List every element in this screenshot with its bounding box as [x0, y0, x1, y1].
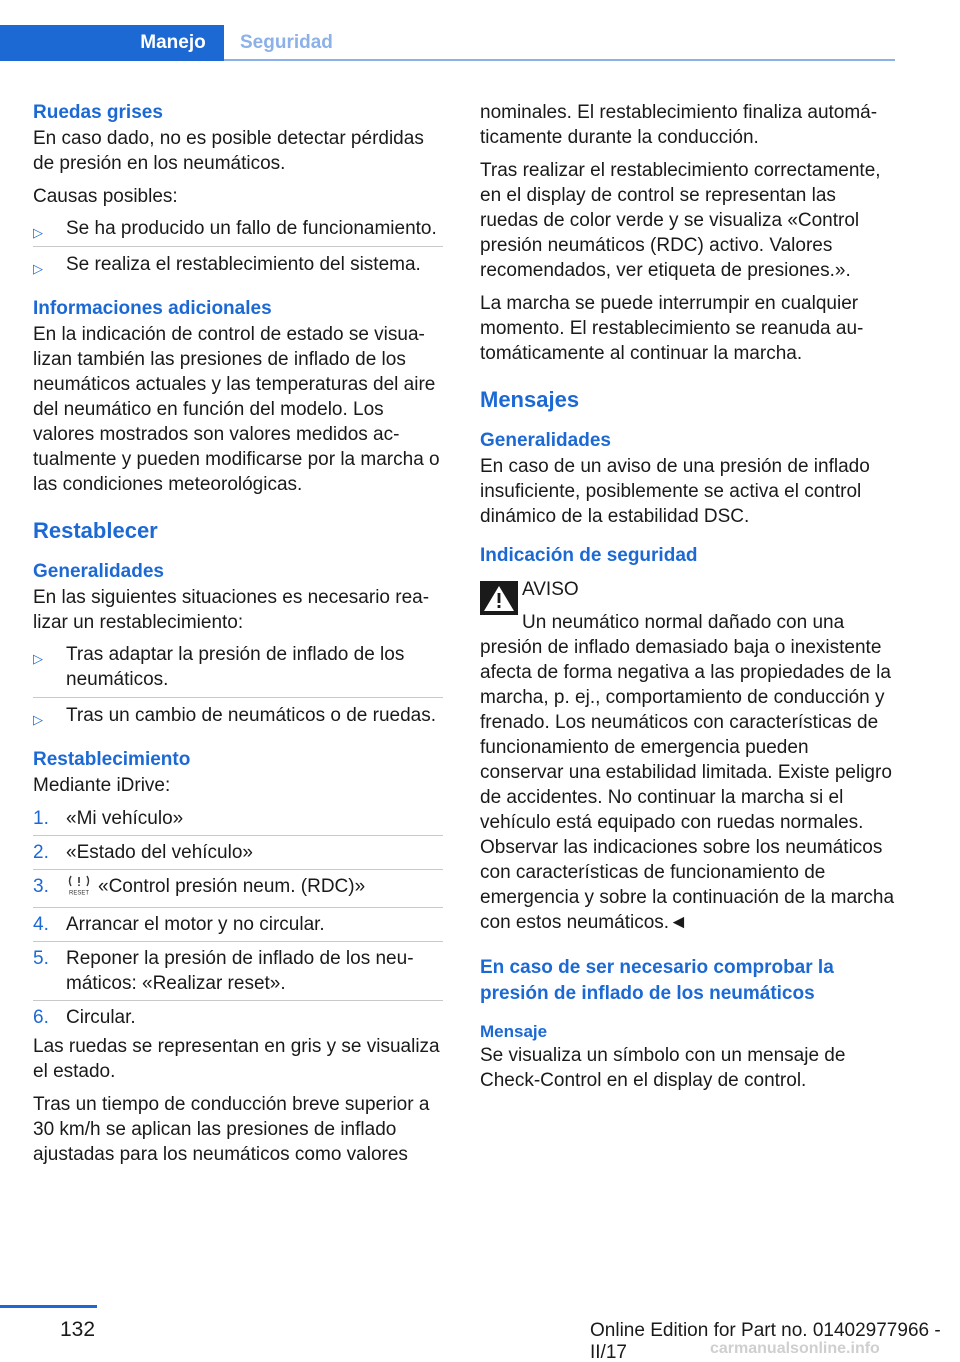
page-number: 132 — [60, 1318, 96, 1341]
list-item: ▷ Tras adaptar la presión de inflado de los neumáticos. — [33, 637, 443, 698]
heading-comprobar: En caso de ser necesario comprobar la presión de inflado de los neumáticos — [480, 957, 834, 1004]
triangle-bullet-icon: ▷ — [33, 651, 43, 666]
heading-mensaje: Mensaje — [480, 1022, 548, 1041]
ruedas-grises-text: En caso dado, no es posible detectar pérdidas de presión en los neumáticos. — [33, 128, 424, 174]
header-bar — [0, 25, 895, 61]
header-rule — [224, 59, 895, 61]
warning-first-line: Un neumático normal dañado con una — [522, 612, 845, 633]
continuation-text-1: nominales. El restablecimiento finaliza automáticamente durante la conducción. — [480, 102, 878, 148]
restablecimiento-p1: Las ruedas se representan en gris y se visualiza el estado. — [33, 1036, 440, 1082]
edition-text: Online Edition for Part no. 01402977966 - II/17 — [590, 1320, 941, 1362]
causes-list — [33, 211, 443, 282]
generalidades-left-text: En las siguientes situaciones es necesario realizar un restablecimiento: — [33, 587, 430, 633]
tab-manejo[interactable]: Manejo — [122, 25, 224, 61]
mensaje-text: Se visualiza un símbolo con un mensaje de Check-Control en el display de control. — [480, 1045, 846, 1091]
tire-reset-icon — [66, 874, 92, 903]
heading-generalidades-right: Generalidades — [480, 430, 611, 451]
heading-ruedas-grises: Ruedas grises — [33, 102, 163, 123]
left-column — [33, 100, 443, 1167]
situations-list — [33, 637, 443, 733]
header-accent — [0, 25, 122, 61]
restablecimiento-intro: Mediante iDrive: — [33, 775, 171, 796]
heading-restablecimiento: Restablecimiento — [33, 749, 191, 770]
right-column — [480, 100, 896, 1093]
continuation-text-2: Tras realizar el restablecimiento correctamente, en el display de control se representan las ruedas de color verde y se visualiza «Control presión neumáticos (RDC) activo. Valores recomendados, ver etiqueta de presiones.». — [480, 160, 881, 281]
list-item: ▷ Tras un cambio de neumáticos o de ruedas. — [33, 698, 443, 733]
continuation-text-3: La marcha se puede interrumpir en cualquier momento. El restablecimiento se reanuda automáticamente al continuar la marcha. — [480, 293, 864, 364]
list-item: 3. RESET «Control presión neum. (RDC)» — [33, 870, 443, 908]
heading-mensajes: Mensajes — [480, 387, 580, 412]
svg-text:RESET: RESET — [68, 890, 90, 896]
heading-generalidades-left: Generalidades — [33, 561, 164, 582]
list-item: 2. «Estado del vehículo» — [33, 836, 443, 870]
footer-rule — [0, 1305, 97, 1308]
tab-seguridad[interactable]: Seguridad — [240, 32, 333, 53]
list-item: 6. Circular. — [33, 1007, 136, 1028]
warning-triangle-icon — [480, 581, 518, 620]
warning-block — [480, 577, 896, 635]
generalidades-right-text: En caso de un aviso de una presión de inflado insuficiente, posiblemente se activa el control dinámico de la estabilidad DSC. — [480, 456, 870, 527]
heading-informaciones: Informaciones adicionales — [33, 298, 272, 319]
heading-restablecer: Restablecer — [33, 518, 158, 543]
restablecimiento-p2: Tras un tiempo de conducción breve superior a 30 km/h se aplican las presiones de inflado ajustadas para los neumáticos como valores — [33, 1094, 430, 1165]
list-item: ▷ Se realiza el restablecimiento del sistema. — [33, 247, 443, 282]
causes-label: Causas posibles: — [33, 186, 178, 207]
list-item: 4. Arrancar el motor y no circular. — [33, 908, 443, 942]
triangle-bullet-icon: ▷ — [33, 712, 43, 727]
informaciones-text: En la indicación de control de estado se visualizan también las presiones de inflado de los neumáticos actuales y las temperaturas del aire del neumático en función del modelo. Los valores mostrados son valores medidos actualmente y pueden modificarse por la marcha o las condiciones meteorológicas. — [33, 324, 440, 495]
steps-list — [33, 802, 443, 1034]
list-item: 1. «Mi vehículo» — [33, 802, 443, 836]
triangle-bullet-icon: ▷ — [33, 225, 43, 240]
list-item: 5. Reponer la presión de inflado de los neumáticos: «Realizar reset». — [33, 942, 443, 1001]
watermark: carmanualsonline.info — [710, 1340, 880, 1357]
list-item: ▷ Se ha producido un fallo de funcionamiento. — [33, 211, 443, 247]
triangle-bullet-icon: ▷ — [33, 261, 43, 276]
heading-indicacion-seguridad: Indicación de seguridad — [480, 545, 698, 566]
warning-label: AVISO — [522, 579, 579, 600]
warning-text: presión de inflado demasiado baja o inexistente afecta de forma negativa a las propiedades de la marcha, p. ej., comportamiento de conducción y frenado. Los neumáticos con características de funcionamiento de emergencia pueden conservar una estabilidad limitada. Existe peligro de accidentes. No continuar la marcha si el vehículo está equipado con ruedas normales. Observar las indicaciones sobre los neumáticos con características de funcionamiento de emergencia y sobre la continuación de la marcha con estos neumáticos.◄ — [480, 637, 895, 933]
